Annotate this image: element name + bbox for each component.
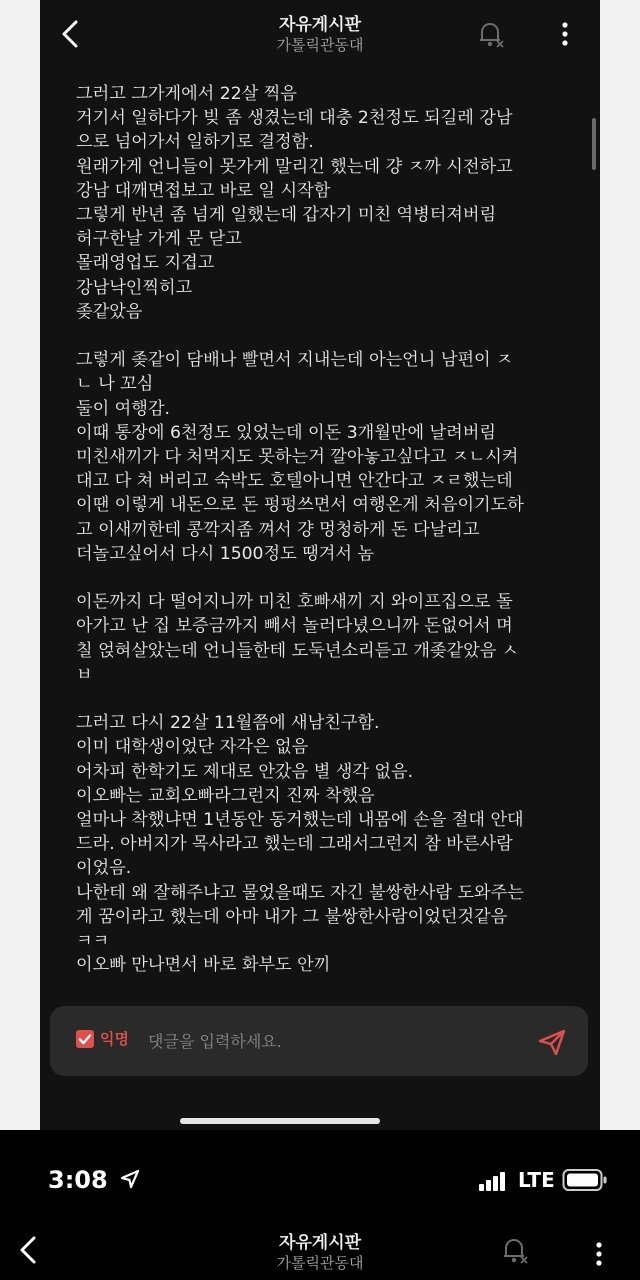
post-line: 더놀고싶어서 다시 1500정도 땡겨서 놈 — [76, 543, 375, 564]
scrollbar[interactable] — [592, 118, 596, 170]
post-line: 이었음. — [76, 858, 132, 879]
checkbox-icon[interactable] — [76, 1030, 94, 1048]
network-type: LTE — [518, 1168, 555, 1192]
more-icon[interactable] — [584, 1236, 614, 1272]
post-line: 이때 통장에 6천정도 있었는데 이돈 3개월만에 날려버림 — [76, 422, 496, 443]
comment-bar — [50, 1006, 588, 1076]
post-line: 미친새끼가 다 처먹지도 못하는거 깔아놓고싶다고 ㅈㄴ시켜 — [76, 447, 519, 468]
bell-off-icon[interactable] — [472, 16, 508, 52]
post-line: 아가고 난 집 보증금까지 빼서 놀러다녔으니까 돈없어서 며 — [76, 616, 513, 637]
post-line: 좆같았음 — [76, 301, 143, 322]
board-title: 자유게시판 — [278, 15, 362, 35]
anonymous-label[interactable]: 익명 — [100, 1030, 129, 1048]
post-line: 칠 얹혀살았는데 언니들한테 도둑년소리듣고 개좆같았음 ㅅ — [76, 640, 519, 661]
post-line: 고 이새끼한테 콩깍지좀 껴서 걍 멍청하게 돈 다날리고 — [76, 519, 480, 540]
send-icon[interactable] — [536, 1026, 568, 1058]
comment-input[interactable] — [146, 1022, 530, 1060]
post-line: 어차피 한학기도 제대로 안갔음 별 생각 없음. — [76, 761, 414, 782]
paragraph-gap — [76, 324, 576, 348]
post-line: 으로 넘어가서 일하기로 결정함. — [76, 132, 314, 153]
bell-off-icon[interactable] — [496, 1232, 532, 1268]
status-time: 3:08 — [48, 1166, 108, 1194]
battery-icon — [562, 1168, 608, 1192]
board-title: 자유게시판 — [278, 1233, 362, 1253]
post-line: 이오빠는 교회오빠라그런지 진짜 착했음 — [76, 785, 375, 806]
post-line: ㄴ 나 꼬심 — [76, 374, 154, 395]
post-line: 이돈까지 다 떨어지니까 미친 호빠새끼 지 와이프집으로 돌 — [76, 592, 513, 613]
post-line: 강남낙인찍히고 — [76, 277, 193, 298]
post-line: 이미 대학생이었단 자각은 없음 — [76, 737, 309, 758]
location-arrow-icon — [120, 1168, 140, 1190]
post-line: 그렇게 반년 좀 넘게 일했는데 갑자기 미친 역병터져버림 — [76, 205, 497, 226]
board-subtitle: 가톨릭관동대 — [276, 36, 364, 54]
post-line: 얼마나 착했냐면 1년동안 동거했는데 내몸에 손을 절대 안대 — [76, 810, 524, 831]
post-line: 둘이 여행감. — [76, 398, 170, 419]
post-line: 그러고 그가게에서 22살 찍음 — [76, 84, 297, 104]
post-line: ㅂ — [76, 664, 93, 685]
post-line: 거기서 일하다가 빚 좀 생겼는데 대충 2천정도 되길레 강남 — [76, 108, 513, 129]
post-line: 대고 다 쳐 버리고 숙박도 호텔아니면 안간다고 ㅈㄹ했는데 — [76, 471, 513, 492]
post-line: 강남 대깨면접보고 바로 일 시작함 — [76, 180, 331, 201]
post-line: 몰래영업도 지겹고 — [76, 253, 215, 274]
post-body — [76, 82, 576, 994]
post-line: 나한테 왜 잘해주냐고 물었을때도 자긴 불쌍한사람 도와주는 — [76, 882, 524, 903]
board-subtitle: 가톨릭관동대 — [276, 1254, 364, 1272]
post-line: 그렇게 좆같이 담배나 빨면서 지내는데 아는언니 남편이 ㅈ — [76, 350, 513, 371]
paragraph-gap — [76, 687, 576, 711]
post-line: 드라. 아버지가 목사라고 했는데 그래서그런지 참 바른사람 — [76, 834, 513, 855]
post-line: 그러고 다시 22살 11월쯤에 새남친구함. — [76, 713, 380, 734]
header — [40, 0, 600, 70]
post-line: 이땐 이렇게 내돈으로 돈 펑펑쓰면서 여행온게 처음이기도하 — [76, 495, 524, 516]
home-indicator[interactable] — [180, 1118, 380, 1124]
post-line: 원래가게 언니들이 못가게 말리긴 했는데 걍 ㅈ까 시전하고 — [76, 156, 513, 177]
more-icon[interactable] — [550, 16, 580, 52]
post-line: ㅋㅋ — [76, 931, 110, 952]
post-line: 이오빠 만나면서 바로 화부도 안끼 — [76, 955, 331, 976]
app-screen — [40, 0, 600, 1130]
post-line: 허구한날 가게 문 닫고 — [76, 229, 242, 250]
post-line: 게 꿈이라고 했는데 아마 내가 그 불쌍한사람이었던것같음 — [76, 906, 508, 927]
paragraph-gap — [76, 566, 576, 590]
signal-icon — [478, 1170, 508, 1192]
